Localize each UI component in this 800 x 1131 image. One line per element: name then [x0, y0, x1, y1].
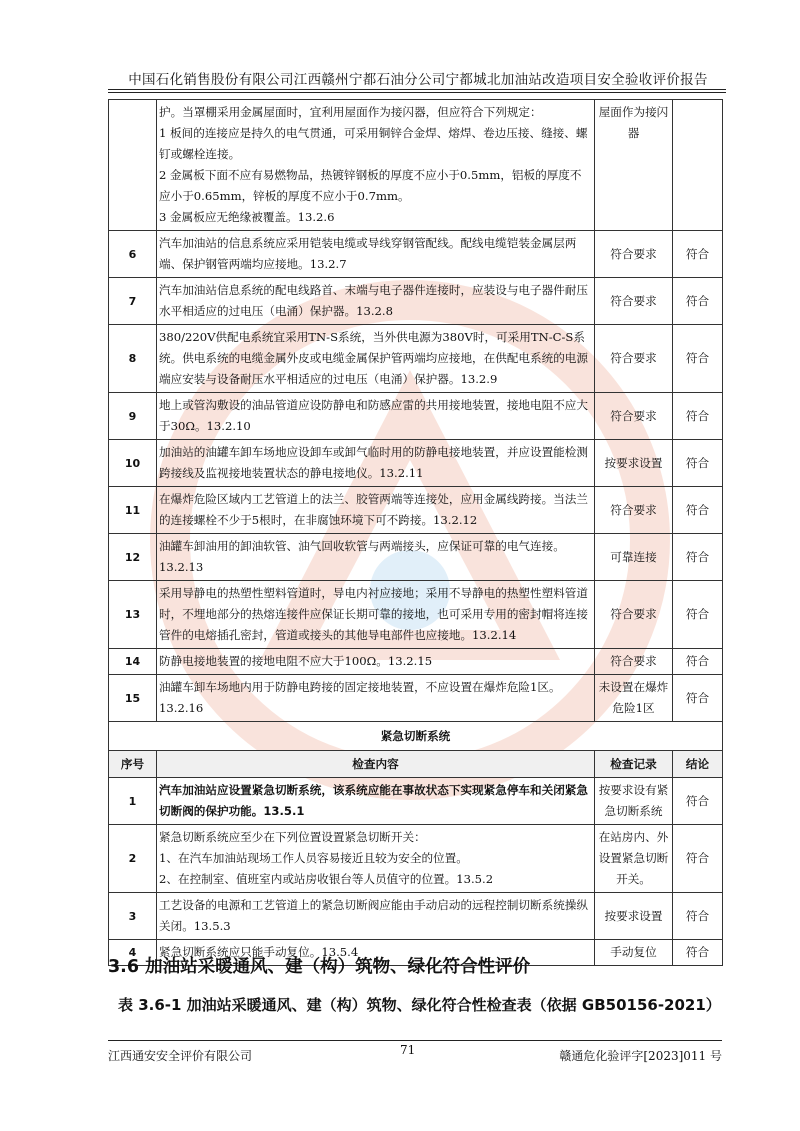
row-number: 2	[109, 825, 157, 893]
table-row	[109, 893, 723, 940]
row-record: 在站房内、外设置紧急切断开关。	[595, 825, 673, 893]
row-result: 符合	[673, 534, 723, 581]
row-content: 采用导静电的热塑性塑料管道时，导电内衬应接地；采用不导静电的热塑性塑料管道时，不埋地部分的热熔连接件应保证长期可靠的接地，也可采用专用的密封帽将连接管件的电熔插孔密封，管道或接头的其他导电部件也应接地。13.2.14	[157, 581, 595, 649]
header-rule	[108, 89, 726, 90]
row-result: 符合	[673, 231, 723, 278]
column-header-content: 检查内容	[157, 751, 595, 778]
row-record: 符合要求	[595, 325, 673, 393]
table-row	[109, 675, 723, 722]
column-header-no: 序号	[109, 751, 157, 778]
table-row	[109, 440, 723, 487]
row-result: 符合	[673, 649, 723, 675]
row-result: 符合	[673, 581, 723, 649]
header-rule-thin	[108, 92, 726, 93]
section-title: 紧急切断系统	[109, 722, 723, 751]
table-row	[109, 649, 723, 675]
row-result: 符合	[673, 440, 723, 487]
row-content: 汽车加油站的信息系统应采用铠装电缆或导线穿钢管配线。配线电缆铠装金属层两端、保护钢管两端均应接地。13.2.7	[157, 231, 595, 278]
footer-rule	[108, 1040, 722, 1041]
row-number: 11	[109, 487, 157, 534]
row-content: 380/220V供配电系统宜采用TN-S系统，当外供电源为380V时，可采用TN-C-S系统。供电系统的电缆金属外皮或电缆金属保护管两端均应接地，在供配电系统的电源端应安装与设备耐压水平相适应的过电压（电涌）保护器。13.2.9	[157, 325, 595, 393]
row-number: 6	[109, 231, 157, 278]
page-header-title: 中国石化销售股份有限公司江西赣州宁都石油分公司宁都城北加油站改造项目安全验收评价报告	[128, 72, 708, 88]
row-record: 手动复位	[595, 940, 673, 966]
row-result: 符合	[673, 487, 723, 534]
table-row	[109, 487, 723, 534]
table-row	[109, 581, 723, 649]
table-row	[109, 231, 723, 278]
row-result: 符合	[673, 825, 723, 893]
row-record: 符合要求	[595, 649, 673, 675]
row-result: 符合	[673, 393, 723, 440]
section-title-row	[109, 722, 723, 751]
row-record: 按要求设有紧急切断系统	[595, 778, 673, 825]
row-content: 汽车加油站信息系统的配电线路首、末端与电子器件连接时，应装设与电子器件耐压水平相适应的过电压（电涌）保护器。13.2.8	[157, 278, 595, 325]
table-row	[109, 778, 723, 825]
row-number: 8	[109, 325, 157, 393]
inspection-table	[108, 99, 723, 966]
row-number: 13	[109, 581, 157, 649]
section-heading: 3.6 加油站采暖通风、建（构）筑物、绿化符合性评价	[108, 957, 531, 977]
row-content: 紧急切断系统应只能手动复位。13.5.4	[157, 940, 595, 966]
row-result: 符合	[673, 675, 723, 722]
row-record: 符合要求	[595, 487, 673, 534]
row-content: 汽车加油站应设置紧急切断系统，该系统应能在事故状态下实现紧急停车和关闭紧急切断阀的保护功能。13.5.1	[157, 778, 595, 825]
row-record: 符合要求	[595, 581, 673, 649]
row-number: 7	[109, 278, 157, 325]
row-content: 油罐车卸油用的卸油软管、油气回收软管与两端接头，应保证可靠的电气连接。13.2.13	[157, 534, 595, 581]
row-number: 15	[109, 675, 157, 722]
column-header-record: 检查记录	[595, 751, 673, 778]
row-record: 按要求设置	[595, 440, 673, 487]
column-header-result: 结论	[673, 751, 723, 778]
row-record: 可靠连接	[595, 534, 673, 581]
column-header-row	[109, 751, 723, 778]
row-content: 在爆炸危险区域内工艺管道上的法兰、胶管两端等连接处，应用金属线跨接。当法兰的连接螺栓不少于5根时，在非腐蚀环境下可不跨接。13.2.12	[157, 487, 595, 534]
page-number: 71	[400, 1043, 416, 1057]
row-number: 14	[109, 649, 157, 675]
row-result: 符合	[673, 778, 723, 825]
row-record: 符合要求	[595, 393, 673, 440]
row-content: 护。当罩棚采用金属屋面时，宜利用屋面作为接闪器，但应符合下列规定： 1 板间的连接应是持久的电气贯通，可采用铜锌合金焊、熔焊、卷边压接、缝接、螺钉或螺栓连接。 2 金属板下面不应有易燃物品，热镀锌钢板的厚度不应小于0.5mm，铝板的厚度不应小于0.65mm，锌板的厚度不应小于0.7mm。 3 金属板应无绝缘被覆盖。13.2.6	[157, 100, 595, 231]
row-content: 油罐车卸车场地内用于防静电跨接的固定接地装置，不应设置在爆炸危险1区。13.2.16	[157, 675, 595, 722]
table-row	[109, 825, 723, 893]
row-record: 符合要求	[595, 231, 673, 278]
row-result: 符合	[673, 325, 723, 393]
table-row	[109, 534, 723, 581]
row-result	[673, 100, 723, 231]
table-row	[109, 325, 723, 393]
row-result: 符合	[673, 940, 723, 966]
row-content: 防静电接地装置的接地电阻不应大于100Ω。13.2.15	[157, 649, 595, 675]
table-caption: 表 3.6-1 加油站采暖通风、建（构）筑物、绿化符合性检查表（依据 GB50156-2021）	[118, 996, 721, 1014]
row-number: 9	[109, 393, 157, 440]
row-content: 加油站的油罐车卸车场地应设卸车或卸气临时用的防静电接地装置，并应设置能检测跨接线及监视接地装置状态的静电接地仪。13.2.11	[157, 440, 595, 487]
row-record: 屋面作为接闪器	[595, 100, 673, 231]
row-record: 符合要求	[595, 278, 673, 325]
row-number: 3	[109, 893, 157, 940]
row-result: 符合	[673, 893, 723, 940]
row-record: 按要求设置	[595, 893, 673, 940]
footer-doc-number: 赣通危化验评字[2023]011 号	[559, 1049, 722, 1063]
row-number: 4	[109, 940, 157, 966]
row-content: 紧急切断系统应至少在下列位置设置紧急切断开关： 1、在汽车加油站现场工作人员容易接近且较为安全的位置。 2、在控制室、值班室内或站房收银台等人员值守的位置。13.5.2	[157, 825, 595, 893]
row-result: 符合	[673, 278, 723, 325]
row-record: 未设置在爆炸危险1区	[595, 675, 673, 722]
footer-company: 江西通安安全评价有限公司	[108, 1049, 253, 1063]
table-row	[109, 278, 723, 325]
row-number: 12	[109, 534, 157, 581]
row-content: 工艺设备的电源和工艺管道上的紧急切断阀应能由手动启动的远程控制切断系统操纵关闭。13.5.3	[157, 893, 595, 940]
table-row-continuation	[109, 100, 723, 231]
row-number: 1	[109, 778, 157, 825]
row-content: 地上或管沟敷设的油品管道应设防静电和防感应雷的共用接地装置，接地电阻不应大于30Ω。13.2.10	[157, 393, 595, 440]
row-number: 10	[109, 440, 157, 487]
table-row	[109, 393, 723, 440]
